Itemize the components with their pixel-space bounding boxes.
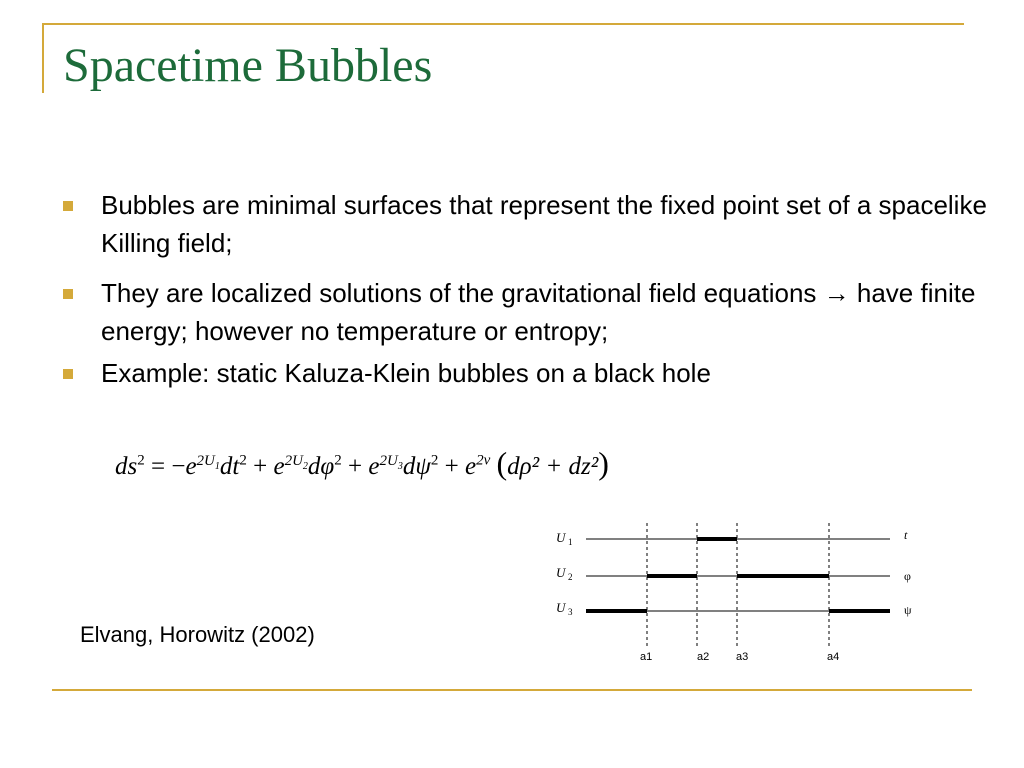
- metric-equation: $ds^2 = -e^{2U_1}dt^2 + e^{2U_2}d\varphi^2 + e^{2U_3}d\psi^2 + e^{2\nu}$ (dρ² + dz²): [115, 445, 609, 481]
- bullet-list: [62, 186, 992, 392]
- diagram-row-label: U: [556, 530, 566, 545]
- top-rule: [42, 23, 964, 25]
- marker-label: a1: [640, 651, 653, 663]
- diagram-row-sub: 3: [568, 607, 573, 617]
- bullet-item: [62, 354, 992, 392]
- left-rule: [42, 23, 44, 93]
- diagram-row-sub: 1: [568, 537, 573, 547]
- bottom-rule: [52, 689, 972, 691]
- diagram-row-sub: 2: [568, 572, 573, 582]
- diagram-row-right-label: ψ: [904, 603, 912, 617]
- bullet-item: [62, 274, 992, 350]
- bullet-square-icon: [63, 201, 73, 211]
- citation: Elvang, Horowitz (2002): [80, 622, 315, 647]
- rod-diagram: [540, 515, 940, 675]
- bullet-text: Bubbles are minimal surfaces that represent the fixed point set of a spacelike Killing field;: [101, 190, 987, 258]
- bullet-square-icon: [63, 369, 73, 379]
- marker-label: a4: [827, 651, 840, 663]
- slide-title: Spacetime Bubbles: [63, 39, 433, 92]
- marker-label: a3: [736, 651, 749, 663]
- bullet-item: [62, 186, 992, 262]
- bullet-text: Example: static Kaluza-Klein bubbles on a black hole: [101, 358, 711, 388]
- bullet-square-icon: [63, 289, 73, 299]
- diagram-row-right-label: φ: [904, 569, 911, 583]
- marker-label: a2: [697, 651, 710, 663]
- diagram-row-label: U: [556, 565, 566, 580]
- bullet-text: They are localized solutions of the gravitational field equations → have finite energy; however no temperature or entropy;: [101, 278, 976, 346]
- diagram-row-right-label: t: [904, 528, 908, 542]
- diagram-row-label: U: [556, 600, 566, 615]
